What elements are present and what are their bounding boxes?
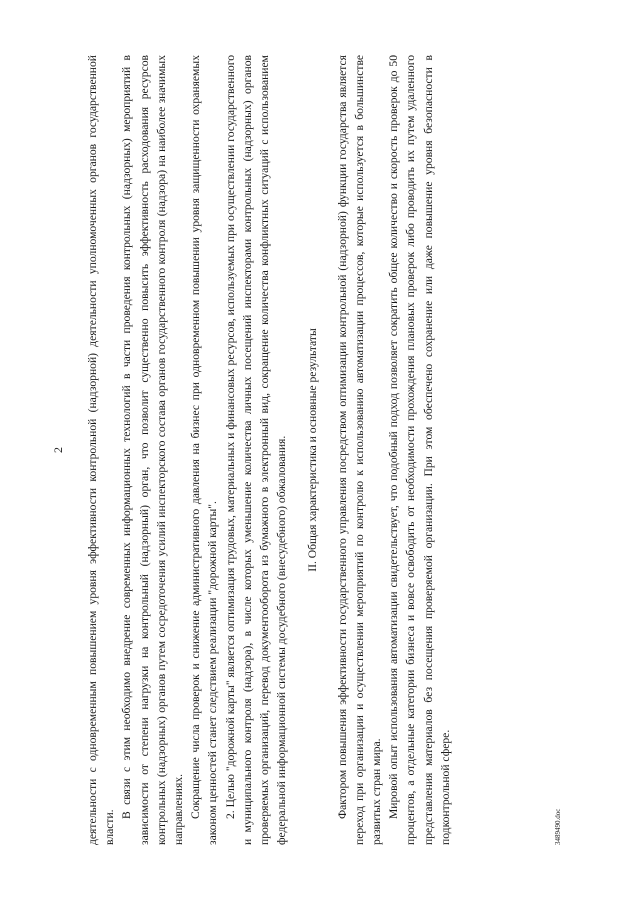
section-heading: II. Общая характеристика и основные результаты (306, 328, 320, 572)
paragraph-it-technologies: В связи с этим необходимо внедрение современных информационных технологий в части проведения контрольных (надзорных) мероприятий в зависимости от степени нагрузки на контрольный (надзорный) орган, что позволит существенно повысить эффективность расходования ресурсов контрольных (надзорных) органов путем сосредоточения усилий инспекторского состава органов государственного контроля (надзора) на наиболее значимых направлениях. (120, 55, 186, 845)
paragraph-roadmap-goal: 2. Целью "дорожной карты" является оптимизация трудовых, материальных и финансовых ресурсов, используемых при осуществлении государственного и муниципального контроля (надзора), в числе которых уменьшение количества личных посещений инспекторами контрольных (надзорных) органов проверяемых организаций, перевод документооборота из бумажного в электронный вид, сокращение количества конфликтных ситуаций с использованием федеральной информационной системы досудебного (внесудебного) обжалования. (223, 55, 289, 845)
document-body (84, 55, 454, 845)
page-number: 2 (51, 447, 65, 453)
paragraph-reduce-inspections: Сокращение числа проверок и снижение административного давления на бизнес при одновременном повышении уровня защищенности охраняемых законом ценностей станет следствием реализации "дорожной карты". (189, 55, 220, 845)
paragraph-world-experience: Мировой опыт использования автоматизации свидетельствует, что подобный подход позволяет сократить общее количество и скорость проверок до 50 процентов, а отдельные категории бизнеса и вовсе освободить от необходимости прохождения плановых проверок либо проводить их путем удаленного представления материалов без посещения проверяемой организации. При этом обеспечено сохранение или даже повышение уровня безопасности в подконтрольной сфере. (387, 55, 452, 845)
paragraph-continuation: деятельности с одновременным повышением уровня эффективности контрольной (надзорной) деятельности уполномоченных органов государственной власти. (86, 55, 117, 845)
paragraph-automation-factor: Фактором повышения эффективности государственного управления посредством оптимизации контрольной (надзорной) функции государства является переход при организации и осуществлении мероприятий по контролю к использованию автоматизации процессов, которые используется в большинстве развитых стран мира. (335, 55, 384, 845)
file-name-footer: 3489490.doc (554, 808, 562, 845)
rotated-page-content (50, 55, 570, 845)
